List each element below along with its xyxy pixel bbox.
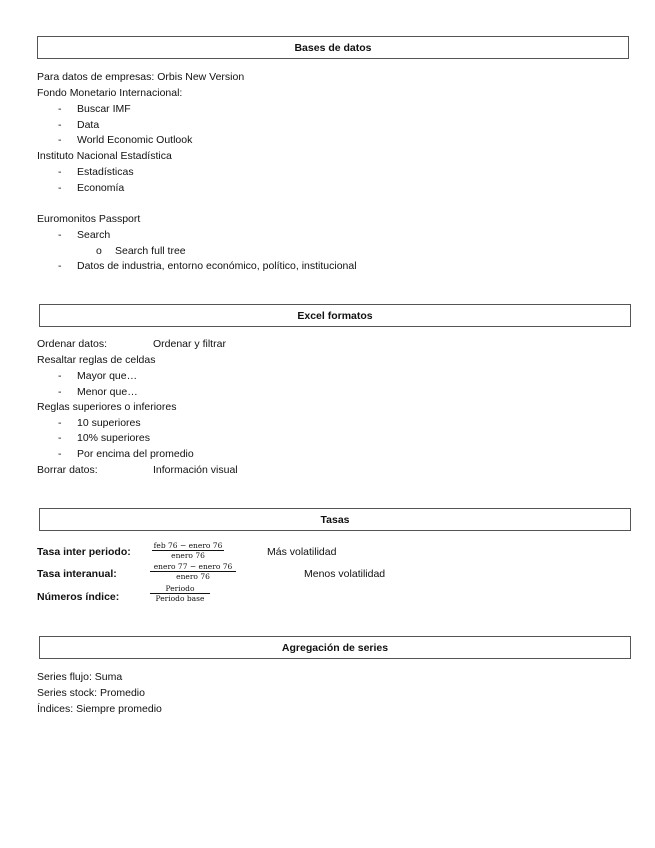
text-line: Series stock: Promedio [37, 687, 145, 699]
text-line: Fondo Monetario Internacional: [37, 87, 183, 99]
fraction-numerator: feb 76 − enero 76 [153, 541, 223, 550]
text-line: Series flujo: Suma [37, 671, 123, 683]
formula-fraction [152, 541, 224, 560]
formula-note: Menos volatilidad [304, 568, 386, 580]
section-header-bases-de-datos [37, 36, 629, 59]
formula-label: Tasa interanual: [37, 568, 117, 580]
bullet-dash: - [58, 119, 62, 131]
formula-label: Números índice: [37, 591, 120, 603]
bullet-dash: - [58, 134, 62, 146]
fraction-denominator: enero 76 [171, 551, 205, 560]
text-line: Reglas superiores o inferiores [37, 401, 177, 413]
text-line: Borrar datos: [37, 464, 98, 476]
text-line: Información visual [153, 464, 238, 476]
formula-fraction [150, 562, 236, 581]
list-item: Datos de industria, entorno económico, político, institucional [77, 260, 357, 272]
list-item: Menor que… [77, 386, 138, 398]
text-line: Instituto Nacional Estadística [37, 150, 172, 162]
text-line: Ordenar datos: [37, 338, 108, 350]
list-item: Data [77, 119, 100, 131]
list-item: Economía [77, 182, 125, 194]
section-header-agregacion-de-series [39, 636, 631, 659]
bullet-circle: o [96, 245, 102, 257]
fraction-numerator: Periodo [150, 584, 210, 594]
list-item: 10 superiores [77, 417, 141, 429]
section-title: Bases de datos [294, 41, 372, 54]
list-item: Por encima del promedio [77, 448, 194, 460]
bullet-dash: - [58, 448, 62, 460]
section-title: Tasas [320, 513, 350, 526]
formula-label: Tasa inter periodo: [37, 546, 131, 558]
bullet-dash: - [58, 260, 62, 272]
text-line: Ordenar y filtrar [153, 338, 226, 350]
list-item: Buscar IMF [77, 103, 131, 115]
text-line: Euromonitos Passport [37, 213, 141, 225]
text-line: Índices: Siempre promedio [37, 703, 162, 715]
bullet-dash: - [58, 370, 62, 382]
section-header-tasas [39, 508, 631, 531]
fraction-denominator: Periodo base [155, 594, 205, 603]
formula-fraction [150, 584, 210, 603]
fraction-numerator: enero 77 − enero 76 [150, 562, 236, 572]
list-item: World Economic Outlook [77, 134, 193, 146]
sub-list-item: Search full tree [115, 245, 186, 257]
bullet-dash: - [58, 417, 62, 429]
text-line: Resaltar reglas de celdas [37, 354, 156, 366]
section-title: Agregación de series [281, 641, 389, 654]
list-item: 10% superiores [77, 432, 150, 444]
bullet-dash: - [58, 166, 62, 178]
list-item: Estadísticas [77, 166, 134, 178]
bullet-dash: - [58, 432, 62, 444]
list-item: Mayor que… [77, 370, 138, 382]
text-line: Para datos de empresas: Orbis New Version [37, 71, 245, 83]
list-item: Search [77, 229, 111, 241]
bullet-dash: - [58, 386, 62, 398]
section-title: Excel formatos [297, 309, 373, 322]
bullet-dash: - [58, 103, 62, 115]
section-header-excel-formatos [39, 304, 631, 327]
bullet-dash: - [58, 182, 62, 194]
bullet-dash: - [58, 229, 62, 241]
formula-note: Más volatilidad [267, 546, 337, 558]
fraction-denominator: enero 76 [176, 572, 210, 581]
